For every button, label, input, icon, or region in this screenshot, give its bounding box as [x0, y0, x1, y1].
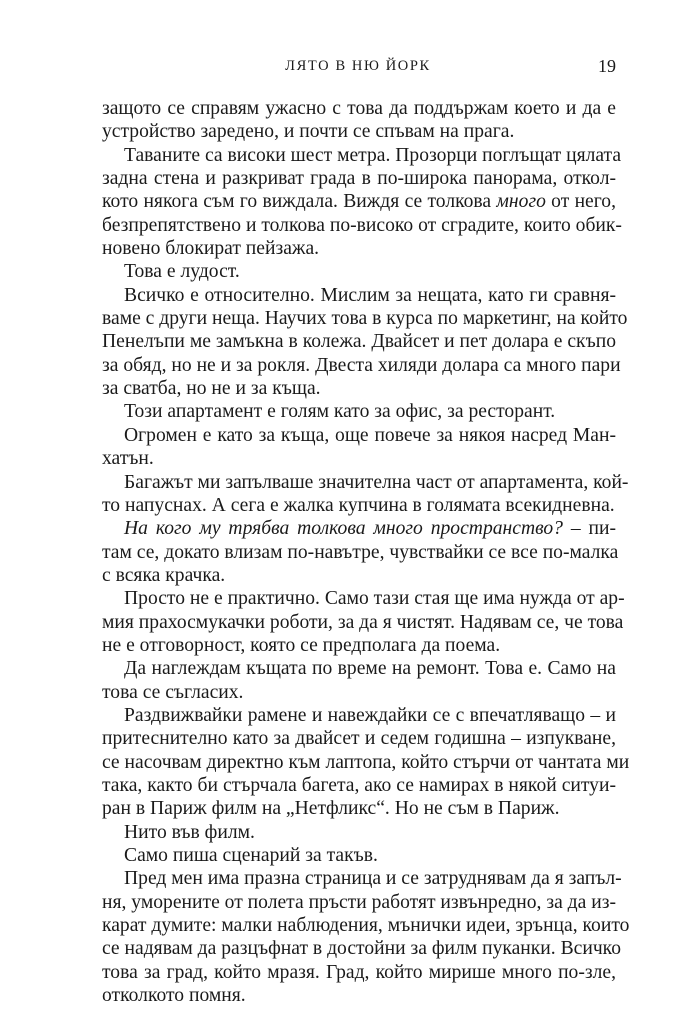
text-line: се насочвам директно към лаптопа, който стърчи от чантата ми: [102, 751, 630, 773]
running-head: [98, 56, 618, 80]
text-line: Багажът ми запълваше значителна част от апартамента, кой-: [124, 471, 629, 493]
text-line: отколкото помня.: [102, 985, 246, 1007]
text-line: това се съгласих.: [102, 681, 244, 703]
text-line: защото се справям ужасно с това да поддържам което и да е: [102, 98, 616, 119]
emphasis: На кого му трябва толкова много пространство?: [124, 518, 563, 540]
text-line: карат думите: малки наблюдения, мънички идеи, зрънца, които: [102, 915, 630, 937]
text-line: с всяка крачка.: [102, 564, 226, 586]
text-run: кото някога съм го виждала. Виждя се толкова: [102, 191, 492, 213]
text-line: хатън.: [102, 448, 154, 470]
text-line: безпрепятствено и толкова по-високо от сградите, които обик-: [102, 214, 622, 236]
text-line: за сватба, но не и за къща.: [102, 378, 321, 400]
emphasis: много: [496, 191, 546, 213]
text-line: Таваните са високи шест метра. Прозорци поглъщат цялата: [124, 144, 622, 166]
text-line: Пенелъпи ме замъкна в колежа. Двайсет и пет долара е скъпо: [102, 331, 616, 353]
text-line: Огромен е като за къща, още повече за някоя насред Ман-: [124, 424, 616, 446]
text-line: се надявам да разцъфнат в достойни за филм пуканки. Всичко: [102, 938, 621, 960]
text-line: не е отговорност, която се предполага да поема.: [102, 634, 501, 656]
text-line: Това е лудост.: [124, 261, 240, 283]
text-line: Всичко е относително. Мислим за нещата, като ги сравня-: [124, 284, 616, 306]
text-line: Да наглеждам къщата по време на ремонт. Това е. Само на: [124, 658, 616, 680]
text-line: Този апартамент е голям като за офис, за ресторант.: [124, 401, 556, 423]
text-line: [102, 190, 616, 213]
text-line: Нито във филм.: [124, 821, 255, 843]
text-line: там се, докато влизам по-навътре, чувствайки се все по-малка: [102, 541, 619, 563]
page-number: 19: [598, 56, 616, 76]
text-line: Просто не е практично. Само тази стая ще има нужда от ар-: [124, 588, 625, 610]
running-title: ЛЯТО В НЮ ЙОРК: [285, 58, 431, 74]
text-line: това за град, който мразя. Град, който мирише много по-зле,: [102, 961, 616, 983]
text-line: новено блокират пейзажа.: [102, 238, 320, 260]
text-line: ня, уморените от полета пръсти работят извънредно, за да из-: [102, 891, 616, 913]
text-line: за обяд, но не и за рокля. Двеста хиляди долара са много пари: [102, 354, 621, 376]
text-run: от него,: [545, 191, 616, 213]
text-line: ваме с други неща. Научих това в курса по маркетинг, на който: [102, 308, 628, 330]
text-line: така, както би стърчала багета, ако се намирах в някой ситуи-: [102, 774, 616, 796]
text-run: – пи-: [562, 518, 616, 540]
body-text: [102, 97, 630, 1007]
text-line: Раздвижвайки рамене и навеждайки се с впечатляващо – и: [124, 704, 616, 726]
text-line: мия прахосмукачки роботи, за да я чистят. Надявам се, че това: [102, 611, 624, 633]
text-line: ран в Париж филм на „Нетфликс“. Но не съм в Париж.: [102, 798, 560, 820]
text-line: то напуснах. А сега е жалка купчина в голямата всекидневна.: [102, 494, 615, 516]
text-line: притеснително като за двайсет и седем годишна – изпукване,: [102, 728, 616, 750]
text-line: задна стена и разкриват града в по-широка панорама, откол-: [102, 168, 616, 190]
text-line: Пред мен има празна страница и се затруднявам да я запъл-: [124, 868, 622, 890]
text-line: [102, 517, 616, 540]
text-line: устройство заредено, и почти се спъвам на прага.: [102, 121, 515, 143]
text-line: Само пиша сценарий за такъв.: [124, 845, 378, 866]
